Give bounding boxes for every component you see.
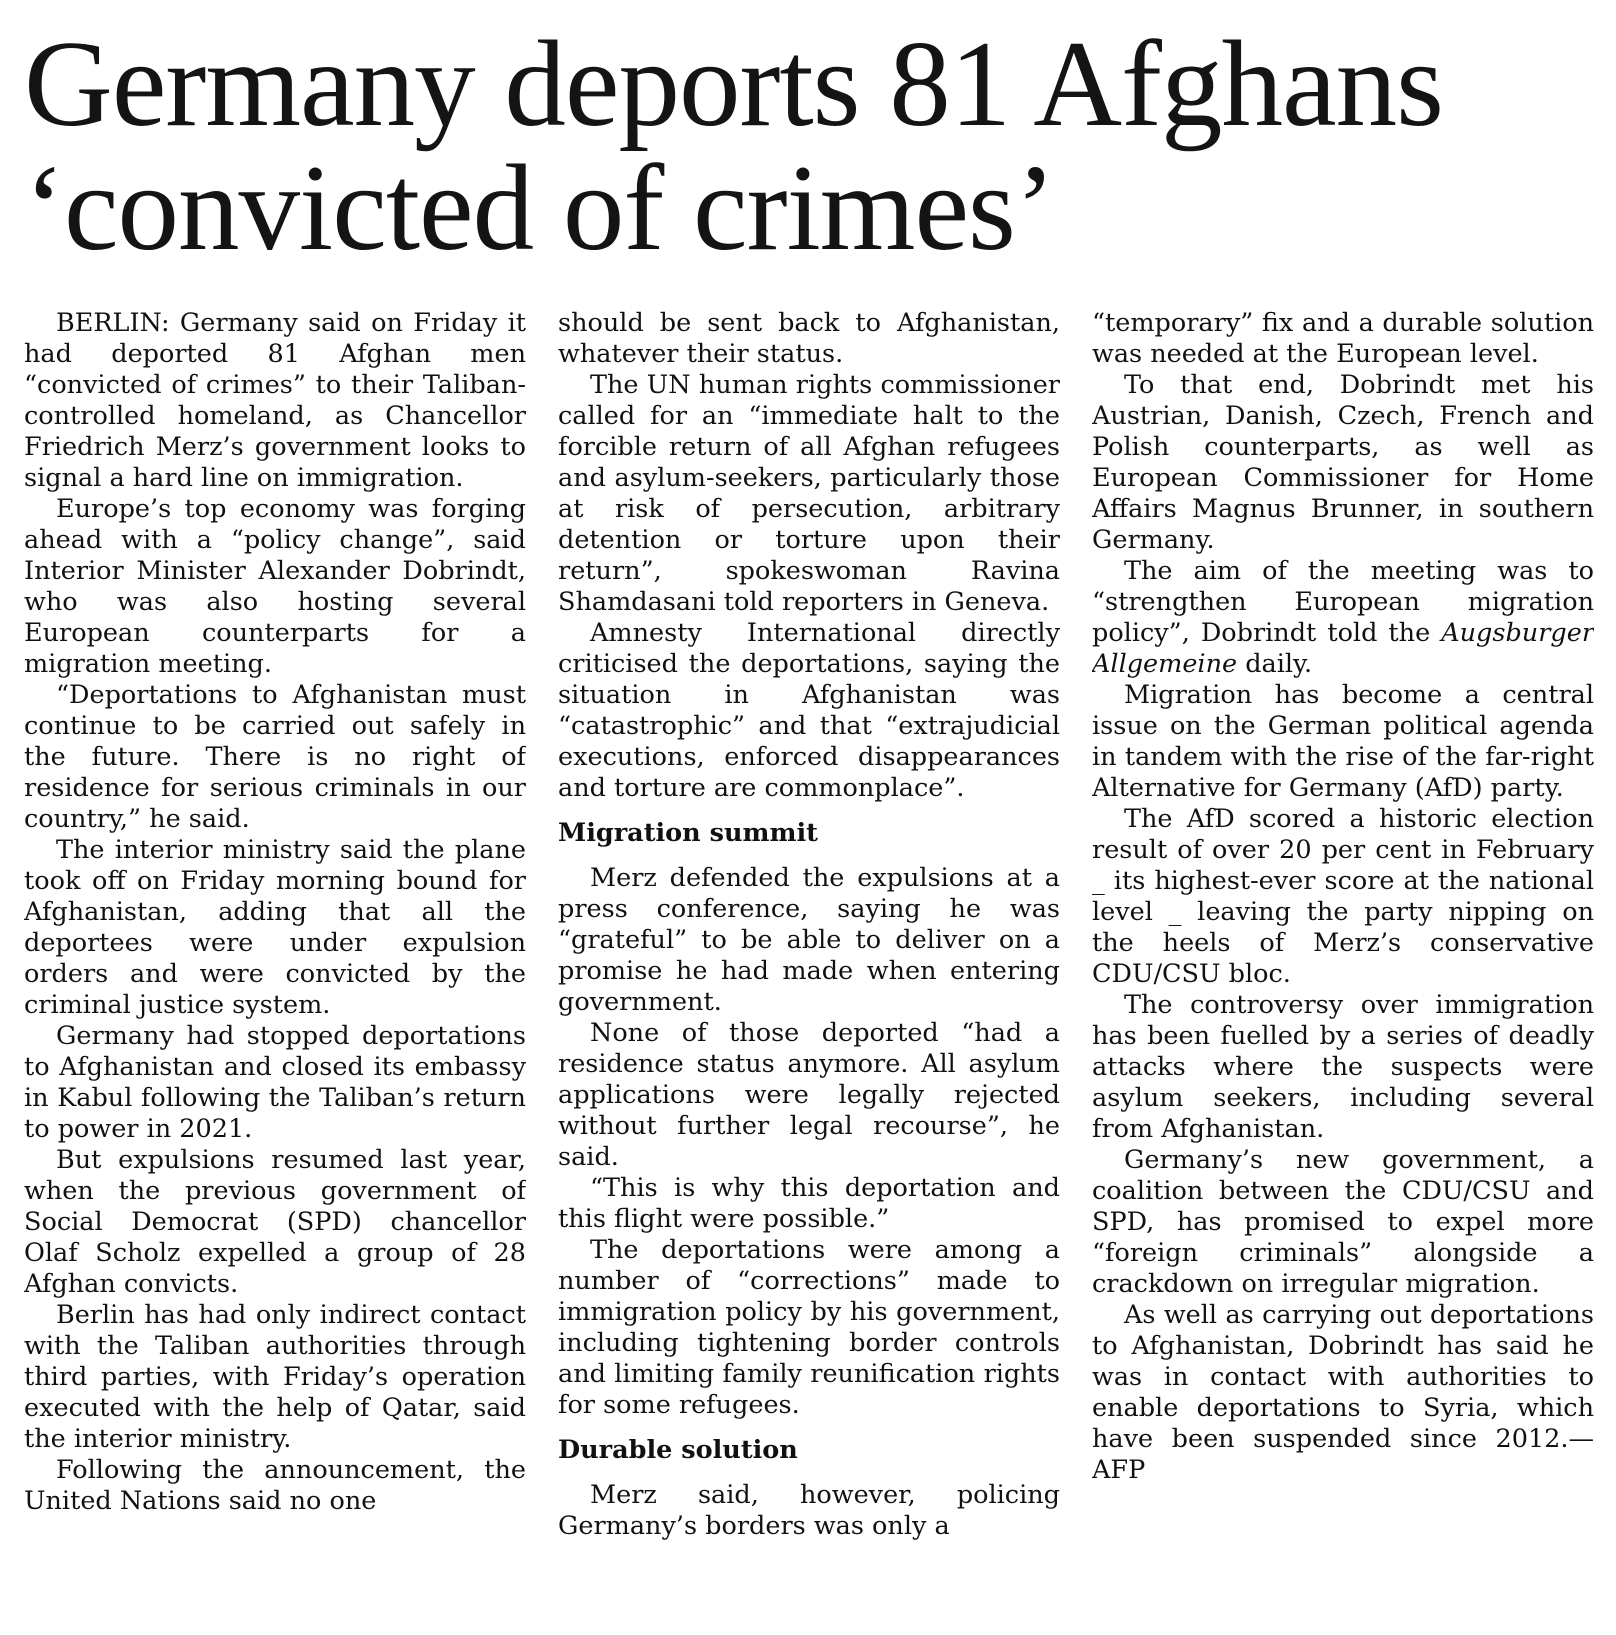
paragraph-aim	[1092, 556, 1594, 680]
paragraph: The UN human rights commissioner called for an “immediate halt to the forcible return of all Afghan refugees and asylum-seekers, particularly those at risk of persecution, arbitrary detention or torture upon their return”, spokeswoman Ravina Shamdasani told reporters in Geneva.	[558, 370, 1060, 617]
paragraph: The interior ministry said the plane took off on Friday morning bound for Afghanistan, adding that all the deportees were under expulsion orders and were convicted by the criminal justice system.	[24, 835, 526, 1020]
paragraph: The AfD scored a historic election result of over 20 per cent in February _ its highest-ever score at the national level _ leaving the party nipping on the heels of Merz’s conservative CDU/CSU bloc.	[1092, 804, 1594, 989]
paragraph-continued: should be sent back to Afghanistan, whatever their status.	[558, 308, 1060, 369]
paragraph-text: daily.	[1237, 649, 1313, 679]
paragraph: Amnesty International directly criticised the deportations, saying the situation in Afghanistan was “catastrophic” and that “extrajudicial executions, enforced disappearances and torture are commonplace”.	[558, 618, 1060, 803]
paragraph: Following the announcement, the United Nations said no one	[24, 1455, 526, 1516]
paragraph: “This is why this deportation and this flight were possible.”	[558, 1173, 1060, 1234]
paragraph: The controversy over immigration has been fuelled by a series of deadly attacks where the suspects were asylum seekers, including several from Afghanistan.	[1092, 990, 1594, 1144]
paragraph: Merz defended the expulsions at a press conference, saying he was “grateful” to be able to deliver on a promise he had made when entering government.	[558, 863, 1060, 1017]
subheading-durable-solution: Durable solution	[558, 1435, 798, 1465]
article-body	[24, 308, 1594, 1628]
column-2	[558, 308, 1060, 1628]
paragraph: The deportations were among a number of “corrections” made to immigration policy by his government, including tightening border controls and limiting family reunification rights for some refugees.	[558, 1235, 1060, 1420]
paragraph-continued: “temporary” fix and a durable solution was needed at the European level.	[1092, 308, 1594, 369]
paragraph: None of those deported “had a residence status anymore. All asylum applications were legally rejected without further legal recourse”, he said.	[558, 1018, 1060, 1172]
paragraph: “Deportations to Afghanistan must continue to be carried out safely in the future. There is no right of residence for serious criminals in our country,” he said.	[24, 680, 526, 834]
paragraph-text: The aim of the meeting was to “strengthen European migration policy”, Dobrindt told the	[1092, 556, 1594, 648]
headline-line-2: ‘convicted of crimes’	[24, 139, 1055, 276]
headline-line-1: Germany deports 81 Afghans	[24, 15, 1443, 152]
paragraph: As well as carrying out deportations to Afghanistan, Dobrindt has said he was in contact with authorities to enable deportations to Syria, which have been suspended since 2012.—AFP	[1092, 1300, 1594, 1485]
column-3	[1092, 308, 1594, 1628]
newspaper-name: Augsburger Allgemeine	[1092, 618, 1594, 679]
headline	[24, 15, 1594, 276]
paragraph: To that end, Dobrindt met his Austrian, Danish, Czech, French and Polish counterparts, as well as European Commissioner for Home Affairs Magnus Brunner, in southern Germany.	[1092, 370, 1594, 555]
paragraph: Berlin has had only indirect contact with the Taliban authorities through third parties, with Friday’s operation executed with the help of Qatar, said the interior ministry.	[24, 1300, 526, 1454]
column-1	[24, 308, 526, 1628]
paragraph: But expulsions resumed last year, when the previous government of Social Democrat (SPD) chancellor Olaf Scholz expelled a group of 28 Afghan convicts.	[24, 1145, 526, 1299]
paragraph: BERLIN: Germany said on Friday it had deported 81 Afghan men “convicted of crimes” to their Taliban-controlled homeland, as Chancellor Friedrich Merz’s government looks to signal a hard line on immigration.	[24, 308, 526, 493]
paragraph: Europe’s top economy was forging ahead with a “policy change”, said Interior Minister Alexander Dobrindt, who was also hosting several European counterparts for a migration meeting.	[24, 494, 526, 679]
paragraph: Germany’s new government, a coalition between the CDU/CSU and SPD, has promised to expel more “foreign criminals” alongside a crackdown on irregular migration.	[1092, 1145, 1594, 1299]
paragraph: Germany had stopped deportations to Afghanistan and closed its embassy in Kabul following the Taliban’s return to power in 2021.	[24, 1021, 526, 1144]
paragraph: Migration has become a central issue on the German political agenda in tandem with the rise of the far-right Alternative for Germany (AfD) party.	[1092, 680, 1594, 803]
paragraph: Merz said, however, policing Germany’s borders was only a	[558, 1480, 1060, 1541]
subheading-migration-summit: Migration summit	[558, 818, 818, 848]
